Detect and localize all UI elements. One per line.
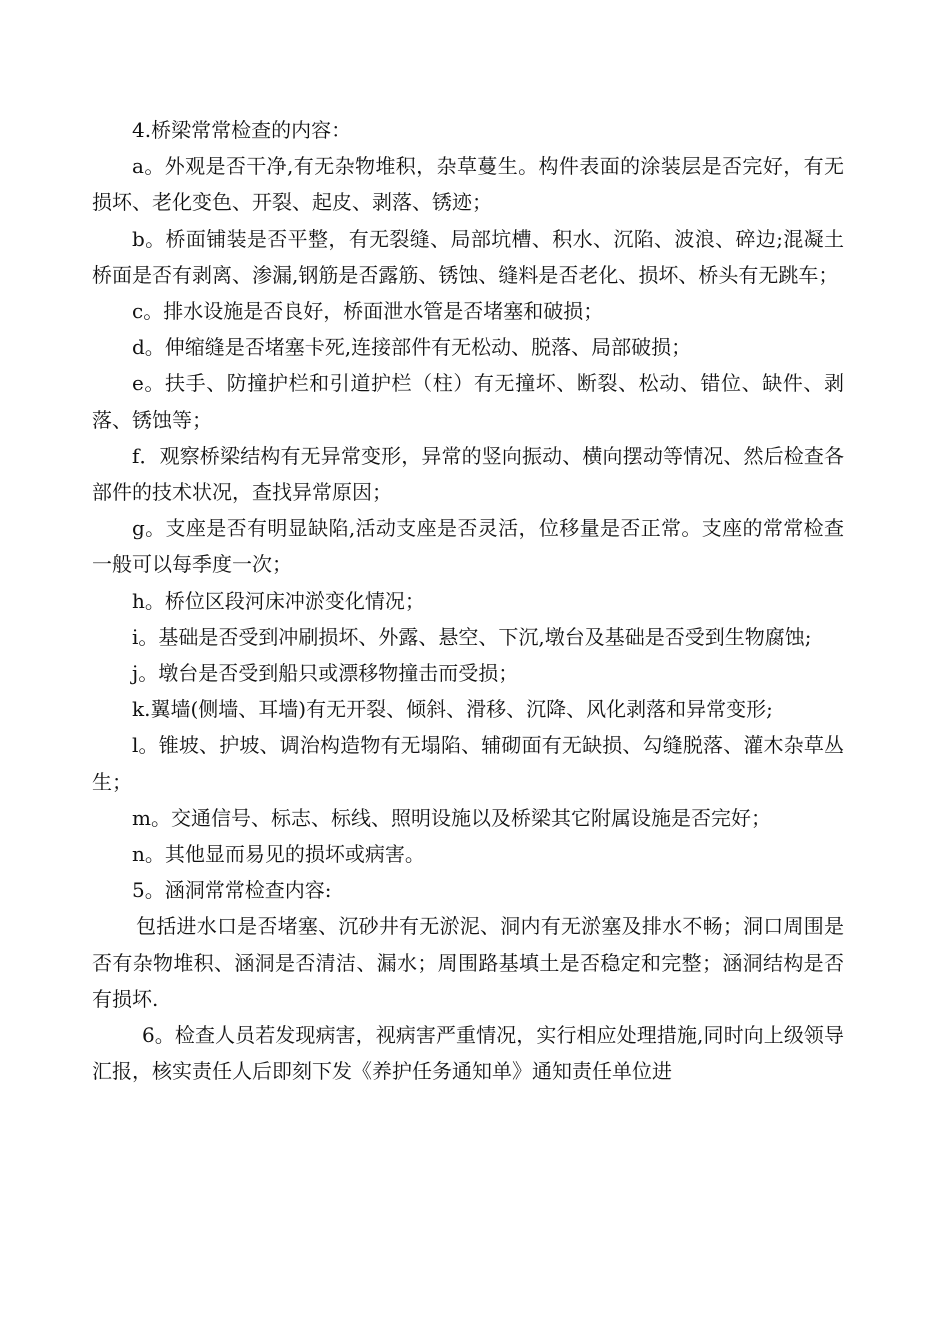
item-n-other-damage: n。其他显而易见的损坏或病害。: [132, 842, 425, 867]
item-d-expansion-joint: d。伸缩缝是否堵塞卡死,连接部件有无松动、脱落、局部破损；: [132, 335, 692, 360]
item-e-railings: e。扶手、防撞护栏和引道护栏（柱）有无撞坏、断裂、松动、错位、缺件、剥落、锈蚀等；: [92, 371, 844, 432]
document-body: [92, 112, 844, 1089]
section-6-defect-handling: 6。检查人员若发现病害，视病害严重情况，实行相应处理措施,同时向上级领导汇报，核实责任人后即刻下发《养护任务通知单》通知责任单位进: [92, 1023, 844, 1084]
item-b-deck-pavement: b。桥面铺装是否平整，有无裂缝、局部坑槽、积水、沉陷、波浪、碎边;混凝土桥面是否有剥离、渗漏,钢筋是否露筋、锈蚀、缝料是否老化、损坏、桥头有无跳车；: [92, 226, 844, 287]
item-j-pier-impact: j。墩台是否受到船只或漂移物撞击而受损；: [132, 661, 519, 686]
item-f-structure-deformation: f．观察桥梁结构有无异常变形，异常的竖向振动、横向摆动等情况、然后检查各部件的技术状况，查找异常原因；: [92, 443, 844, 505]
item-i-foundation: i。基础是否受到冲刷损坏、外露、悬空、下沉,墩台及基础是否受到生物腐蚀;: [132, 624, 812, 649]
section-heading-culvert-inspection: 5。涵洞常常检查内容:: [132, 878, 332, 903]
item-c-drainage: c。排水设施是否良好，桥面泄水管是否堵塞和破损；: [132, 299, 604, 324]
item-h-riverbed: h。桥位区段河床冲淤变化情况；: [132, 588, 425, 613]
item-a-appearance: a。外观是否干净,有无杂物堆积，杂草蔓生。构件表面的涂装层是否完好，有无损坏、老化变色、开裂、起皮、剥落、锈迹；: [92, 154, 844, 215]
section-heading-bridge-inspection: 4.桥梁常常检查的内容：: [132, 118, 352, 142]
culvert-inspection-details: 包括进水口是否堵塞、沉砂井有无淤泥、洞内有无淤塞及排水不畅；洞口周围是否有杂物堆积、涵洞是否清洁、漏水；周围路基填土是否稳定和完整；涵洞结构是否有损坏.: [92, 914, 844, 1011]
item-m-traffic-facilities: m。交通信号、标志、标线、照明设施以及桥梁其它附属设施是否完好；: [132, 805, 771, 830]
item-l-slope-protection: l。锥坡、护坡、调治构造物有无塌陷、辅砌面有无缺损、勾缝脱落、灌木杂草丛生；: [92, 733, 844, 794]
item-k-wing-wall: k.翼墙(侧墙、耳墙)有无开裂、倾斜、滑移、沉降、风化剥落和异常变形;: [132, 697, 773, 722]
item-g-bearings: g。支座是否有明显缺陷,活动支座是否灵活，位移量是否正常。支座的常常检查一般可以每季度一次；: [92, 516, 844, 577]
